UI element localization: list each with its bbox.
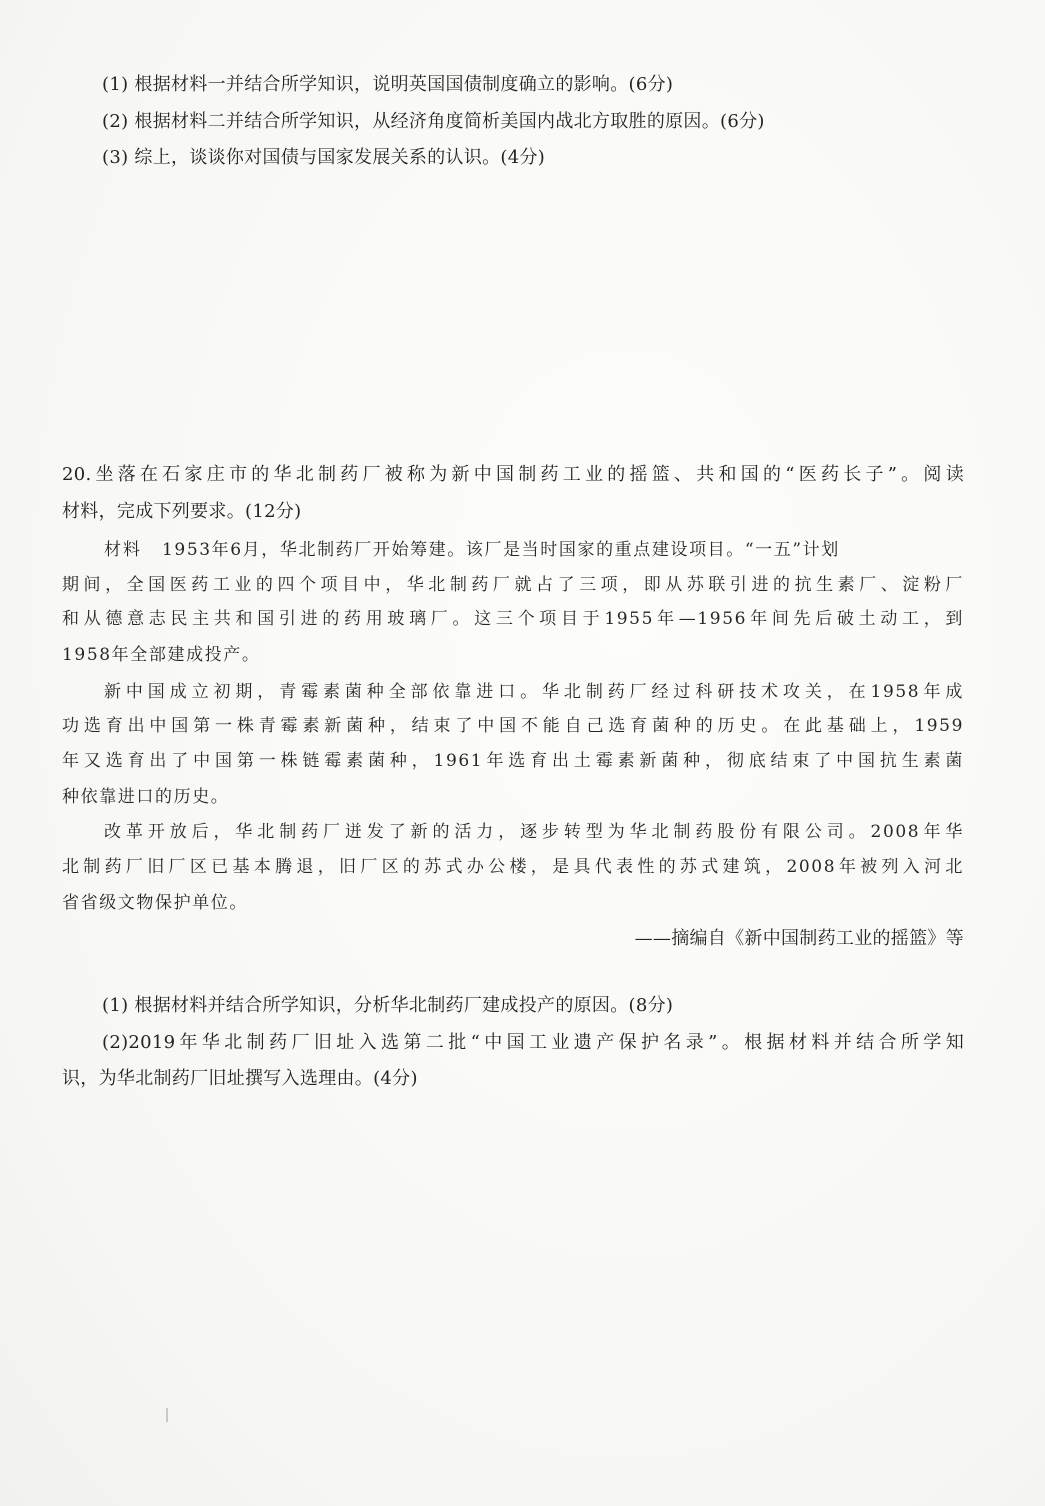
material-source: ——摘编自《新中国制药工业的摇篮》等 [634, 928, 964, 949]
q20-stem-line-1: 20.坐落在石家庄市的华北制药厂被称为新中国制药工业的摇篮、共和国的“医药长子”。阅读 [62, 464, 964, 485]
material-p1-line-4: 1958年全部建成投产。 [62, 645, 261, 665]
material-p3-line-2: 北制药厂旧厂区已基本腾退，旧厂区的苏式办公楼，是具代表性的苏式建筑，2008年被列入河北 [62, 857, 964, 877]
q20-sub-2-line-1: (2)2019年华北制药厂旧址入选第二批“中国工业遗产保护名录”。根据材料并结合所学知 [102, 1032, 964, 1053]
material-p2-line-3: 年又选育出了中国第一株链霉素菌种，1961年选育出土霉素新菌种，彻底结束了中国抗生素菌 [62, 751, 964, 771]
q19-sub-1: (1) 根据材料一并结合所学知识，说明英国国债制度确立的影响。(6分) [102, 74, 674, 95]
material-label: 材料 [104, 540, 142, 560]
q19-sub-2: (2) 根据材料二并结合所学知识，从经济角度简析美国内战北方取胜的原因。(6分) [102, 111, 765, 132]
q19-sub-3: (3) 综上，谈谈你对国债与国家发展关系的认识。(4分) [102, 147, 546, 168]
q20-sub-1: (1) 根据材料并结合所学知识，分析华北制药厂建成投产的原因。(8分) [102, 995, 674, 1016]
material-p1-line-1-text: 1953年6月，华北制药厂开始筹建。该厂是当时国家的重点建设项目。“一五”计划 [162, 540, 840, 560]
q20-sub-2-line-2: 识，为华北制药厂旧址撰写入选理由。(4分) [62, 1068, 418, 1089]
material-p1-line-2: 期间，全国医药工业的四个项目中，华北制药厂就占了三项，即从苏联引进的抗生素厂、淀粉厂 [62, 575, 964, 595]
scan-margin-mark [166, 1408, 168, 1422]
material-p3-line-3: 省省级文物保护单位。 [62, 893, 248, 913]
material-p2-line-2: 功选育出中国第一株青霉素新菌种，结束了中国不能自己选育菌种的历史。在此基础上，1959 [62, 716, 964, 736]
material-p1-line-3: 和从德意志民主共和国引进的药用玻璃厂。这三个项目于1955年—1956年间先后破土动工，到 [62, 609, 964, 629]
material-p3-line-1: 改革开放后，华北制药厂迸发了新的活力，逐步转型为华北制药股份有限公司。2008年华 [104, 822, 964, 842]
material-p2-line-4: 种依靠进口的历史。 [62, 787, 230, 807]
q20-stem-line-2: 材料，完成下列要求。(12分) [62, 501, 302, 522]
material-p2-line-1: 新中国成立初期，青霉素菌种全部依靠进口。华北制药厂经过科研技术攻关，在1958年成 [104, 682, 964, 702]
material-p1-line-1 [104, 538, 964, 562]
